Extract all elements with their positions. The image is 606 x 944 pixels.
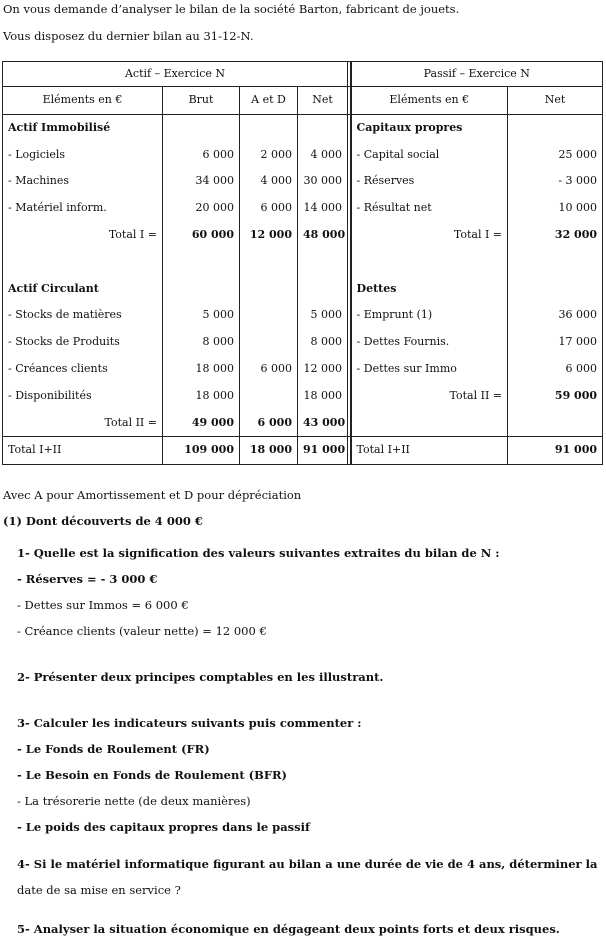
passif-label: - Dettes sur Immo — [351, 356, 508, 383]
table-row — [3, 168, 603, 195]
abbrev-note: Avec A pour Amortissement et D pour dépréciation — [3, 488, 302, 502]
passif-net: - 3 000 — [508, 168, 603, 195]
actif-total-brut: 109 000 — [163, 437, 240, 465]
actif-brut: 8 000 — [163, 329, 240, 356]
actif-net: 48 000 — [298, 222, 348, 249]
actif-brut: 49 000 — [163, 410, 240, 437]
table-row — [3, 356, 603, 383]
question-3-item: - Le poids des capitaux propres dans le passif — [17, 820, 310, 834]
actif-ad: 4 000 — [240, 168, 298, 195]
actif-net: 12 000 — [298, 356, 348, 383]
passif-label: Capitaux propres — [351, 114, 508, 141]
actif-label: - Disponibilités — [3, 383, 163, 410]
table-row-spacer — [3, 249, 603, 276]
actif-label: - Créances clients — [3, 356, 163, 383]
actif-ad — [240, 329, 298, 356]
actif-net: 18 000 — [298, 383, 348, 410]
actif-brut: 20 000 — [163, 195, 240, 222]
table-section-header-row — [3, 62, 603, 87]
actif-net: 4 000 — [298, 142, 348, 169]
question-3-item: - Le Besoin en Fonds de Roulement (BFR) — [17, 768, 287, 782]
passif-label: - Dettes Fournis. — [351, 329, 508, 356]
col-header-a-et-d: A et D — [240, 87, 298, 115]
actif-header: Actif – Exercice N — [3, 62, 348, 87]
actif-net: 8 000 — [298, 329, 348, 356]
col-header-elements-passif: Eléments en € — [351, 87, 508, 115]
actif-brut: 34 000 — [163, 168, 240, 195]
table-row — [3, 195, 603, 222]
actif-ad: 6 000 — [240, 356, 298, 383]
actif-total-label: Total I+II — [3, 437, 163, 465]
table-row-grand-total — [3, 437, 603, 465]
col-header-net-passif: Net — [508, 87, 603, 115]
actif-label: - Stocks de matières — [3, 302, 163, 329]
passif-net: 25 000 — [508, 142, 603, 169]
actif-ad — [240, 302, 298, 329]
footnote: (1) Dont découverts de 4 000 € — [3, 514, 203, 528]
actif-net — [298, 114, 348, 141]
passif-net: 17 000 — [508, 329, 603, 356]
table-row — [3, 276, 603, 303]
passif-label: - Résultat net — [351, 195, 508, 222]
actif-subtotal-label: Total II = — [3, 410, 163, 437]
passif-label: - Réserves — [351, 168, 508, 195]
actif-ad — [240, 383, 298, 410]
actif-label: - Stocks de Produits — [3, 329, 163, 356]
actif-brut: 18 000 — [163, 356, 240, 383]
passif-net: 6 000 — [508, 356, 603, 383]
actif-ad: 2 000 — [240, 142, 298, 169]
actif-brut — [163, 276, 240, 303]
passif-total-label: Total I+II — [351, 437, 508, 465]
actif-label: - Machines — [3, 168, 163, 195]
question-1: 1- Quelle est la signification des valeurs suivantes extraites du bilan de N : — [17, 546, 500, 560]
col-header-elements-actif: Eléments en € — [3, 87, 163, 115]
passif-net: 36 000 — [508, 302, 603, 329]
actif-total-net: 91 000 — [298, 437, 348, 465]
actif-ad — [240, 276, 298, 303]
actif-label: - Logiciels — [3, 142, 163, 169]
actif-brut: 18 000 — [163, 383, 240, 410]
actif-label: - Matériel inform. — [3, 195, 163, 222]
col-header-net-actif: Net — [298, 87, 348, 115]
intro-line-1: On vous demande d’analyser le bilan de la société Barton, fabricant de jouets. — [3, 2, 460, 16]
passif-label: Dettes — [351, 276, 508, 303]
actif-net: 30 000 — [298, 168, 348, 195]
actif-ad: 6 000 — [240, 195, 298, 222]
question-5: 5- Analyser la situation économique en dégageant deux points forts et deux risques. — [17, 922, 560, 936]
question-4-line-2: date de sa mise en service ? — [17, 883, 181, 897]
passif-net — [508, 114, 603, 141]
actif-net: 14 000 — [298, 195, 348, 222]
balance-sheet-table — [2, 61, 603, 465]
actif-ad: 6 000 — [240, 410, 298, 437]
actif-net — [298, 276, 348, 303]
actif-subtotal-label: Total I = — [3, 222, 163, 249]
table-row — [3, 383, 603, 410]
table-row — [3, 329, 603, 356]
question-1-item: - Créance clients (valeur nette) = 12 000 € — [17, 624, 267, 638]
actif-ad: 12 000 — [240, 222, 298, 249]
question-3-item: - La trésorerie nette (de deux manières) — [17, 794, 251, 808]
passif-net: 59 000 — [508, 383, 603, 410]
actif-net: 43 000 — [298, 410, 348, 437]
passif-net: 10 000 — [508, 195, 603, 222]
table-row — [3, 302, 603, 329]
passif-label: - Emprunt (1) — [351, 302, 508, 329]
actif-net: 5 000 — [298, 302, 348, 329]
question-3: 3- Calculer les indicateurs suivants puis commenter : — [17, 716, 362, 730]
table-row-subtotal — [3, 410, 603, 437]
table-row-subtotal — [3, 222, 603, 249]
passif-subtotal-label: Total I = — [351, 222, 508, 249]
question-3-item: - Le Fonds de Roulement (FR) — [17, 742, 210, 756]
table-row — [3, 142, 603, 169]
actif-label: Actif Immobilisé — [3, 114, 163, 141]
passif-label — [351, 410, 508, 437]
question-1-item: - Dettes sur Immos = 6 000 € — [17, 598, 189, 612]
actif-brut: 5 000 — [163, 302, 240, 329]
table-column-header-row — [3, 87, 603, 115]
passif-total-net: 91 000 — [508, 437, 603, 465]
question-2: 2- Présenter deux principes comptables en les illustrant. — [17, 670, 384, 684]
actif-ad — [240, 114, 298, 141]
passif-subtotal-label: Total II = — [351, 383, 508, 410]
passif-header: Passif – Exercice N — [351, 62, 603, 87]
passif-net — [508, 410, 603, 437]
question-1-item: - Réserves = - 3 000 € — [17, 572, 158, 586]
passif-net: 32 000 — [508, 222, 603, 249]
question-4-line-1: 4- Si le matériel informatique figurant au bilan a une durée de vie de 4 ans, déterminer la — [17, 857, 598, 871]
actif-total-ad: 18 000 — [240, 437, 298, 465]
passif-label: - Capital social — [351, 142, 508, 169]
intro-line-2: Vous disposez du dernier bilan au 31-12-N. — [3, 29, 254, 43]
actif-brut: 6 000 — [163, 142, 240, 169]
table-row — [3, 114, 603, 141]
actif-brut: 60 000 — [163, 222, 240, 249]
actif-brut — [163, 114, 240, 141]
passif-net — [508, 276, 603, 303]
actif-label: Actif Circulant — [3, 276, 163, 303]
col-header-brut: Brut — [163, 87, 240, 115]
